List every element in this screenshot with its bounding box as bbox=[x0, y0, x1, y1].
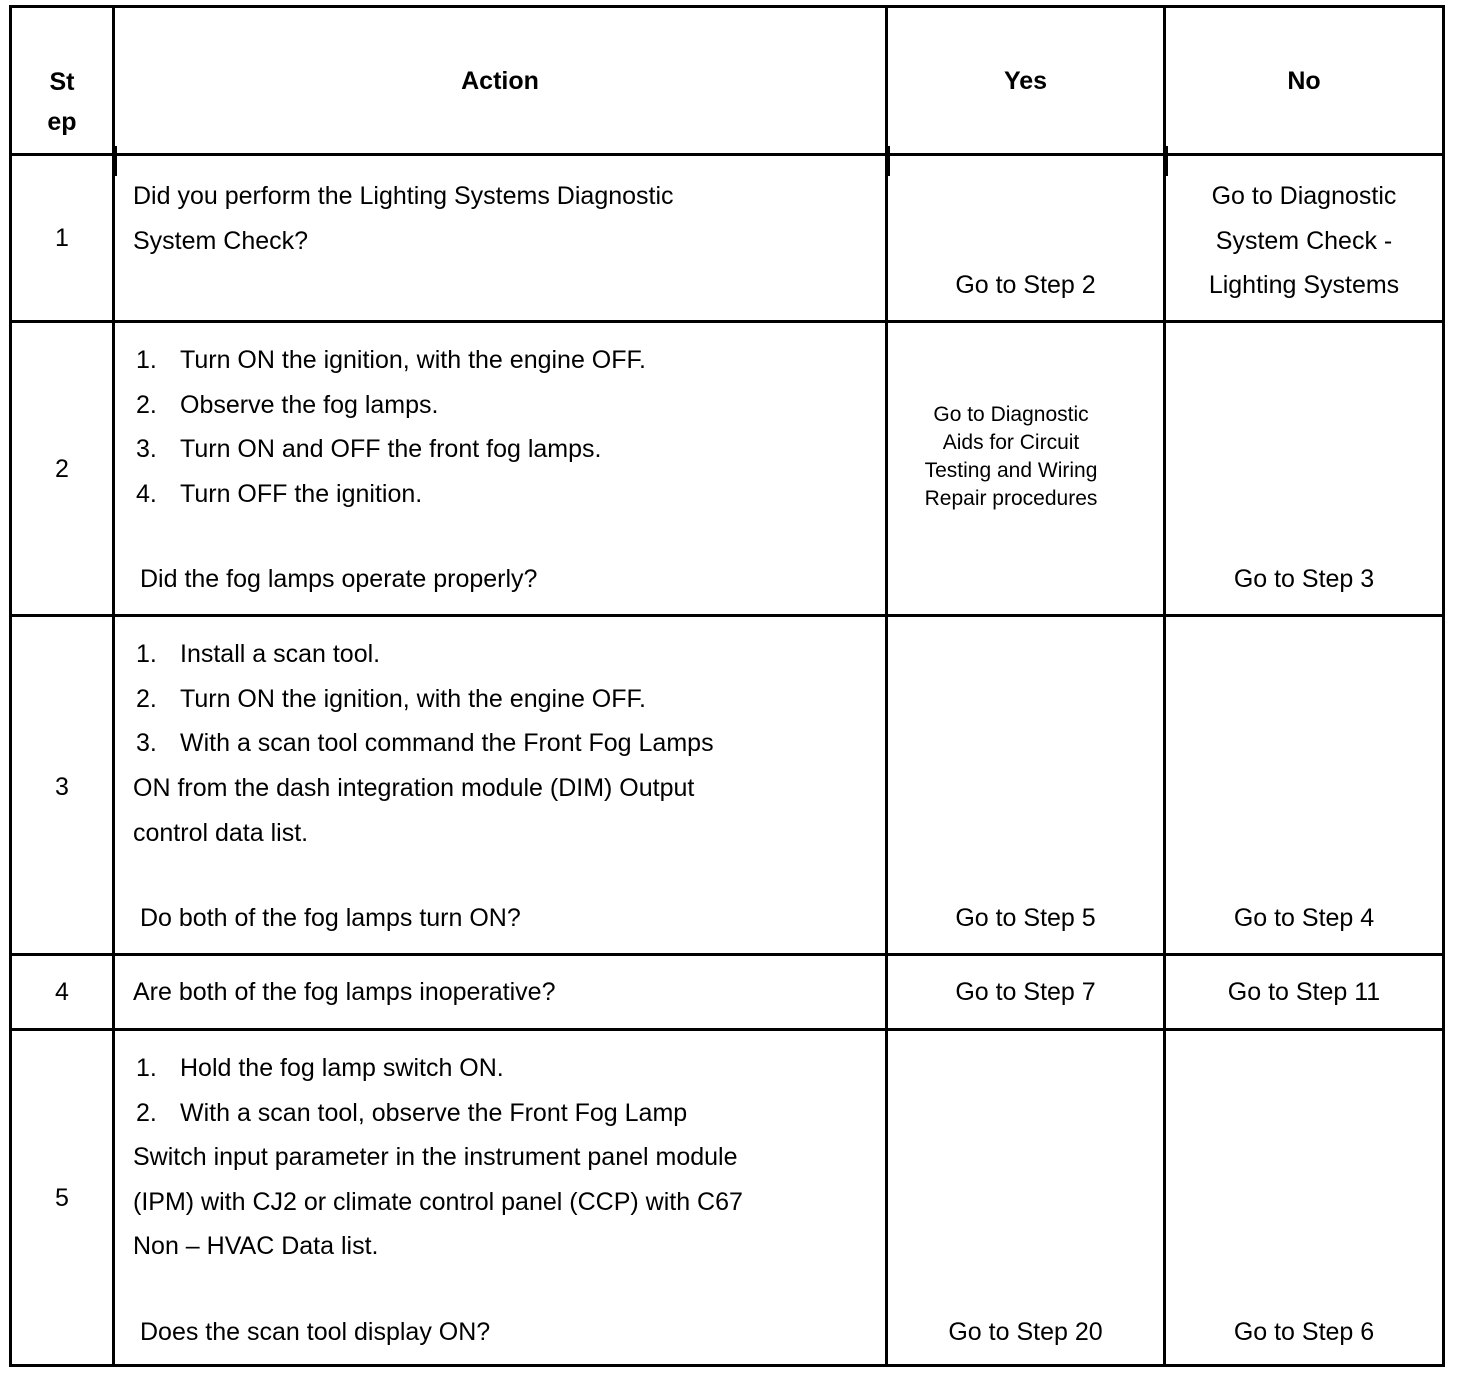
yes-text: Go to Step 2 bbox=[955, 271, 1096, 299]
step-cell bbox=[12, 617, 115, 953]
table-row bbox=[12, 156, 1442, 323]
step-cell bbox=[12, 323, 115, 614]
header-action: Action bbox=[461, 67, 539, 95]
table-row bbox=[12, 323, 1442, 617]
action-cell bbox=[115, 1031, 888, 1364]
yes-text: Go to Step 7 bbox=[955, 978, 1096, 1006]
no-text: Go to Diagnostic System Check - Lighting Systems bbox=[1208, 182, 1400, 299]
table-row bbox=[12, 617, 1442, 956]
action-cell bbox=[115, 617, 888, 953]
step-number: 1 bbox=[55, 224, 69, 252]
list-item: 3. Turn ON and OFF the front fog lamps. bbox=[136, 435, 602, 463]
table-row bbox=[12, 1031, 1442, 1364]
no-cell bbox=[1166, 1031, 1442, 1364]
diagnostic-table bbox=[9, 5, 1445, 1367]
yes-cell bbox=[888, 617, 1166, 953]
action-text: Are both of the fog lamps inoperative? bbox=[133, 978, 556, 1006]
action-continuation: ON from the dash integration module (DIM) Output control data list. bbox=[133, 774, 695, 847]
no-text: Go to Step 6 bbox=[1233, 1318, 1375, 1346]
action-continuation: Switch input parameter in the instrument panel module (IPM) with CJ2 or climate control panel (CCP) with C67 Non – HVAC Data list. bbox=[133, 1143, 743, 1260]
step-cell bbox=[12, 956, 115, 1028]
yes-text: Go to Step 5 bbox=[955, 904, 1096, 932]
header-action-cell bbox=[115, 8, 888, 153]
yes-cell bbox=[888, 156, 1166, 320]
list-item: 1. Install a scan tool. bbox=[136, 640, 381, 668]
step-number: 3 bbox=[55, 773, 69, 801]
list-item: 2. Turn ON the ignition, with the engine OFF. bbox=[136, 684, 646, 713]
header-step-cell bbox=[12, 8, 115, 153]
action-cell bbox=[115, 323, 888, 614]
no-text: Go to Step 11 bbox=[1227, 978, 1381, 1006]
question-text: Did the fog lamps operate properly? bbox=[140, 565, 538, 593]
no-cell bbox=[1166, 617, 1442, 953]
action-steps-list bbox=[133, 632, 714, 766]
action-cell bbox=[115, 156, 888, 320]
yes-text: Go to Step 20 bbox=[948, 1318, 1103, 1346]
yes-text: Go to Diagnostic Aids for Circuit Testing and Wiring Repair procedures bbox=[924, 403, 1098, 510]
action-steps-list bbox=[133, 338, 646, 516]
step-cell bbox=[12, 156, 115, 320]
list-item: 4. Turn OFF the ignition. bbox=[136, 479, 423, 508]
header-yes-cell bbox=[888, 8, 1166, 153]
no-text: Go to Step 4 bbox=[1233, 904, 1375, 932]
list-item: 1. Hold the fog lamp switch ON. bbox=[136, 1054, 504, 1082]
no-cell bbox=[1166, 956, 1442, 1028]
list-item: 2. Observe the fog lamps. bbox=[136, 390, 439, 419]
step-number: 4 bbox=[55, 978, 69, 1006]
yes-cell bbox=[888, 1031, 1166, 1364]
list-item: 1. Turn ON the ignition, with the engine OFF. bbox=[136, 346, 646, 374]
table-row bbox=[12, 956, 1442, 1031]
list-item: 3. With a scan tool command the Front Fog Lamps bbox=[136, 729, 714, 757]
list-item: 2. With a scan tool, observe the Front Fog Lamp bbox=[136, 1098, 688, 1127]
step-number: 2 bbox=[55, 455, 69, 483]
header-no-cell bbox=[1166, 8, 1442, 153]
action-steps-list bbox=[133, 1046, 687, 1135]
header-yes: Yes bbox=[1003, 67, 1048, 95]
question-text: Does the scan tool display ON? bbox=[140, 1318, 491, 1346]
yes-cell bbox=[888, 323, 1166, 614]
yes-cell bbox=[888, 956, 1166, 1028]
question-text: Do both of the fog lamps turn ON? bbox=[140, 904, 521, 932]
no-cell bbox=[1166, 156, 1442, 320]
no-cell bbox=[1166, 323, 1442, 614]
action-cell bbox=[115, 956, 888, 1028]
header-step: St ep bbox=[47, 68, 77, 136]
step-cell bbox=[12, 1031, 115, 1364]
step-number: 5 bbox=[55, 1184, 69, 1212]
action-text: Did you perform the Lighting Systems Diagnostic System Check? bbox=[133, 182, 674, 255]
no-text: Go to Step 3 bbox=[1233, 565, 1375, 593]
header-no: No bbox=[1287, 67, 1321, 95]
header-row bbox=[12, 8, 1442, 156]
